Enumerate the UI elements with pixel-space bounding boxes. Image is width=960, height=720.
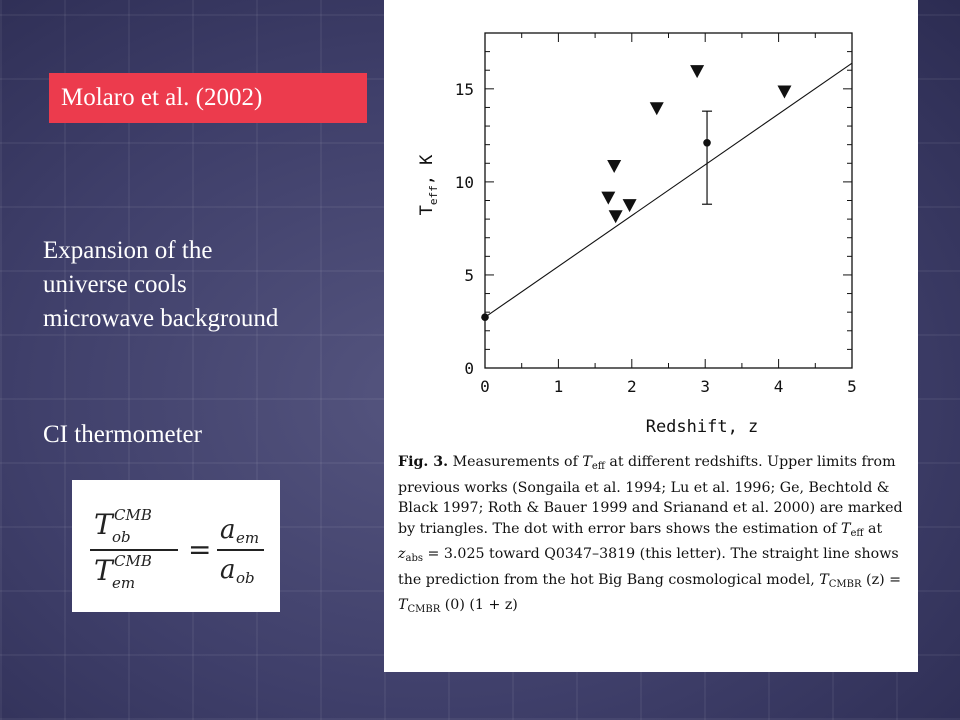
- x-tick-label: 4: [773, 377, 784, 396]
- upper-limit-triangle: [690, 65, 704, 78]
- upper-limit-triangle: [609, 210, 623, 223]
- chart-x-label: Redshift, z: [645, 417, 759, 437]
- caption-part-2: at different redshifts. Upper limits from previous works (Songaila et al. 1994; Lu et al. 1996; Ge, Bechtold & Black 1997; Roth & Bauer 1999 and Srianand et al. 2000) are marked by triangles. The dot with error bars shows the estimation of: [398, 454, 903, 537]
- figure-panel: [384, 0, 918, 672]
- caption-part-1: Measurements of: [452, 454, 583, 470]
- formula-num-sub: ob: [112, 528, 131, 546]
- bullet-ci-thermometer: CI thermometer: [43, 421, 202, 448]
- measurement-dot: [481, 313, 489, 321]
- formula-equals: =: [188, 533, 212, 566]
- chart-y-label: [417, 154, 440, 216]
- caption-teff-2: T: [841, 520, 851, 537]
- caption-tcmbr-1: T: [819, 571, 829, 588]
- upper-limit-triangle: [777, 86, 791, 99]
- svg-text:Teff, K: [417, 154, 440, 216]
- citation-text: Molaro et al. (2002): [61, 84, 263, 111]
- measurement-dot: [703, 139, 711, 147]
- upper-limit-triangle: [607, 160, 621, 173]
- formula-num-sup: CMB: [114, 506, 152, 524]
- caption-tcmbr-2: T: [398, 597, 408, 613]
- x-tick-label: 3: [700, 377, 711, 396]
- upper-limit-triangle: [650, 102, 664, 115]
- caption-part-5: (z) =: [861, 571, 901, 588]
- redshift-chart: [384, 0, 918, 450]
- formula-den-sub: em: [112, 574, 136, 592]
- caption-z-sub: abs: [405, 553, 423, 564]
- chart-prediction-line: [485, 63, 852, 317]
- chart-y-label-sub: eff: [427, 185, 440, 206]
- bullet-expansion: Expansion of the universe cools microwave background: [43, 237, 279, 332]
- chart-prediction-line-group: [485, 63, 852, 317]
- y-tick-label: 0: [464, 359, 474, 378]
- caption-teff-sub: eff: [591, 461, 605, 472]
- caption-part-6: (0) (1 + z): [440, 597, 518, 613]
- formula-den-sup: CMB: [114, 552, 152, 570]
- caption-label: Fig. 3.: [398, 454, 449, 470]
- y-tick-label: 15: [454, 79, 474, 99]
- chart-plot-frame: [485, 33, 852, 368]
- upper-limit-triangle: [623, 199, 637, 212]
- chart-y-label-main: T: [417, 205, 437, 216]
- y-tick-label: 5: [464, 265, 474, 285]
- x-tick-label: 5: [847, 377, 857, 396]
- formula-svg: [72, 480, 280, 612]
- caption-part-3: at: [863, 520, 883, 537]
- citation-box: [49, 73, 367, 123]
- formula-den-t: T: [94, 554, 113, 587]
- chart-ticks: [455, 33, 857, 396]
- caption-z: z: [398, 546, 406, 562]
- caption-part-4: = 3.025 toward Q0347–3819 (this letter). The straight line shows the prediction from the hot Big Bang cosmological model,: [398, 546, 899, 588]
- caption-teff: T: [582, 454, 592, 470]
- figure-caption: [398, 452, 910, 621]
- formula-rhs-num-a: a: [220, 515, 236, 545]
- formula-rhs-den-sub: ob: [236, 569, 255, 587]
- x-tick-label: 0: [480, 377, 490, 396]
- caption-teff-2-sub: eff: [850, 527, 864, 539]
- formula-num-t: T: [94, 508, 113, 541]
- x-tick-label: 2: [626, 377, 637, 396]
- formula-rhs-num-sub: em: [236, 529, 260, 547]
- caption-tcmbr-2-sub: CMBR: [407, 604, 441, 615]
- formula-rhs-den-a: a: [220, 555, 236, 585]
- chart-y-label-unit: , K: [417, 154, 437, 186]
- caption-tcmbr-1-sub: CMBR: [828, 578, 862, 590]
- chart-frame: [485, 33, 852, 368]
- upper-limit-triangle: [601, 192, 615, 205]
- formula-box: [72, 480, 280, 612]
- y-tick-label: 10: [454, 172, 474, 192]
- chart-marks: [481, 65, 791, 321]
- x-tick-label: 1: [553, 377, 564, 396]
